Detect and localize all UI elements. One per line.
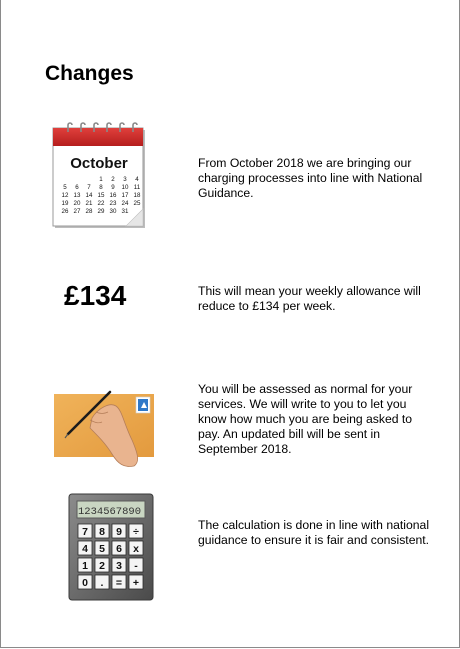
- calendar-day: 12: [61, 192, 69, 199]
- weekly-allowance-amount: £134: [64, 280, 127, 311]
- section-text-allowance: This will mean your weekly allowance will reduce to £134 per week.: [198, 284, 421, 313]
- calendar-day: 24: [121, 200, 129, 207]
- calendar-day: 31: [121, 208, 129, 215]
- calendar-day: 21: [85, 200, 93, 207]
- section-text-october: From October 2018 we are bringing our charging processes into line with National Guidance.: [198, 156, 423, 200]
- calculator-key-label: -: [134, 560, 138, 572]
- calendar-day: 19: [61, 200, 69, 207]
- calendar-day: 30: [109, 208, 117, 215]
- calendar-day: 7: [87, 184, 91, 191]
- calendar-day: 8: [99, 184, 103, 191]
- calendar-month: October: [70, 155, 128, 172]
- calculator-key-label: 0: [82, 577, 88, 589]
- calculator-icon: [67, 492, 155, 602]
- calendar-day: 27: [73, 208, 81, 215]
- calendar-day: 13: [73, 192, 81, 199]
- calculator-key-label: 4: [82, 543, 88, 555]
- calculator-key-label: 9: [116, 526, 122, 538]
- page-title: Changes: [45, 62, 134, 85]
- calendar-day: 5: [63, 184, 67, 191]
- calendar-icon: [52, 122, 147, 230]
- envelope-hand-pen-icon: [54, 388, 156, 468]
- calendar-day: 29: [97, 208, 105, 215]
- section-text-calculation: The calculation is done in line with national guidance to ensure it is fair and consistent.: [198, 518, 430, 547]
- calculator-key-label: x: [133, 543, 139, 555]
- calculator-display: 1234567890: [77, 506, 141, 518]
- calculator-key-label: +: [132, 577, 140, 589]
- calculator-key-label: 7: [82, 526, 88, 538]
- calendar-day: 25: [133, 200, 141, 207]
- section-text-assessment: You will be assessed as normal for your services. We will write to you to let you know how much you are being asked to pay. An updated bill will be sent in September 2018.: [198, 382, 413, 456]
- calendar-day: 22: [97, 200, 105, 207]
- calendar-day: 20: [73, 200, 81, 207]
- calculator-key-label: 8: [99, 526, 105, 538]
- calendar-day: 1: [99, 176, 103, 183]
- calculator-key-label: 5: [99, 543, 105, 555]
- calendar-day: 6: [75, 184, 79, 191]
- calculator-key-label: 2: [99, 560, 105, 572]
- calendar-day: 4: [135, 176, 139, 183]
- calendar-day: 18: [133, 192, 141, 199]
- calendar-day: 11: [133, 184, 141, 191]
- calculator-key-label: ÷: [133, 526, 139, 538]
- calculator-key-label: 3: [116, 560, 122, 572]
- calculator-key-label: .: [100, 577, 104, 589]
- calendar-day: 2: [111, 176, 115, 183]
- calculator-key-label: =: [115, 577, 123, 589]
- calculator-key-label: 6: [116, 543, 122, 555]
- calendar-day: 10: [121, 184, 129, 191]
- calendar-day: 17: [121, 192, 129, 199]
- calendar-day: 16: [109, 192, 117, 199]
- calendar-day: 15: [97, 192, 105, 199]
- calendar-day: 28: [85, 208, 93, 215]
- calendar-day: 14: [85, 192, 93, 199]
- calendar-day: 23: [109, 200, 117, 207]
- calendar-day: 3: [123, 176, 127, 183]
- calendar-day: 26: [61, 208, 69, 215]
- calculator-key-label: 1: [82, 560, 88, 572]
- calendar-day: 9: [111, 184, 115, 191]
